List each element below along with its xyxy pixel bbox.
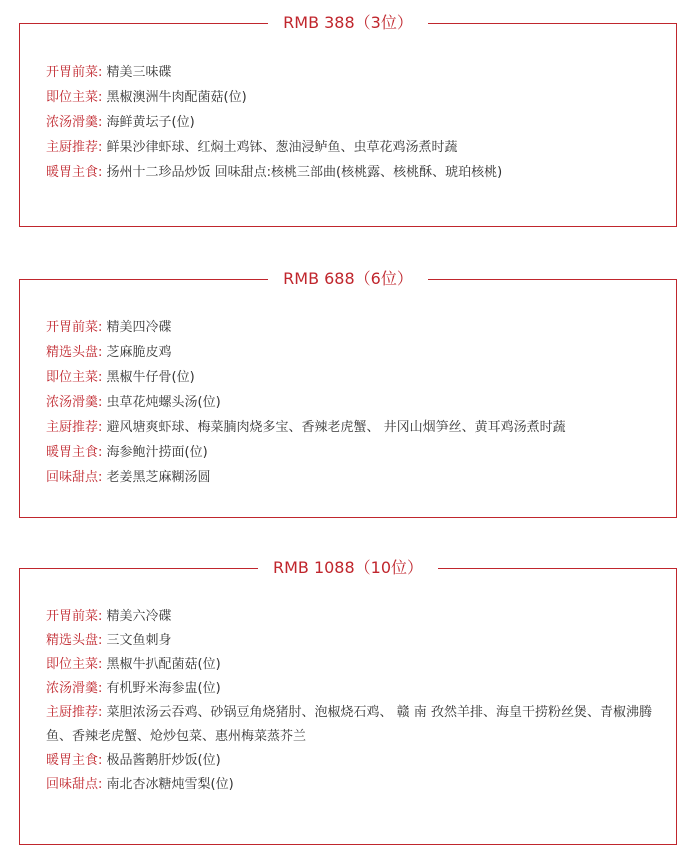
menu-list: [46, 60, 656, 185]
menu-item-text: 极品酱鹅肝炒饭(位): [106, 753, 221, 768]
menu-item: 即位主菜: 黑椒澳洲牛肉配菌菇(位): [46, 90, 247, 105]
menu-item: 暖胃主食: 海参鲍汁捞面(位): [46, 445, 208, 460]
menu-item: 主厨推荐: 鲜果沙律虾球、红焖土鸡钵、葱油浸鲈鱼、虫草花鸡汤煮时蔬: [46, 140, 458, 155]
package-card-1088: [19, 558, 677, 845]
menu-item: 即位主菜: 黑椒牛扒配菌菇(位): [46, 657, 221, 672]
menu-item-label: 主厨推荐: [46, 705, 99, 720]
menu-item: 浓汤滑羹: 海鲜黄坛子(位): [46, 115, 195, 130]
menu-item-label: 暖胃主食: [46, 445, 99, 460]
menu-item: 精选头盘: 芝麻脆皮鸡: [46, 345, 172, 360]
menu-item: 主厨推荐: 菜胆浓汤云吞鸡、砂锅豆角烧猪肘、泡椒烧石鸡、 赣 南 孜然羊排、海皇干捞粉丝煲、青椒沸腾鱼、香辣老虎蟹、炝炒包菜、惠州梅菜蒸芥兰: [46, 705, 652, 744]
menu-item-label: 开胃前菜: [46, 609, 99, 624]
menu-item-text: 精美三味碟: [106, 65, 172, 80]
package-title: [20, 557, 676, 579]
menu-item: 主厨推荐: 避风塘爽虾球、梅菜腩肉烧多宝、香辣老虎蟹、 井冈山烟笋丝、黄耳鸡汤煮时蔬: [46, 420, 566, 435]
menu-item: 回味甜点: 南北杏冰糖炖雪梨(位): [46, 777, 234, 792]
menu-item-text: 精美四冷碟: [106, 320, 172, 335]
menu-item-text: 虫草花炖螺头汤(位): [106, 395, 221, 410]
menu-item-text: 鲜果沙律虾球、红焖土鸡钵、葱油浸鲈鱼、虫草花鸡汤煮时蔬: [106, 140, 458, 155]
menu-item-text: 黑椒澳洲牛肉配菌菇(位): [106, 90, 247, 105]
menu-item: 精选头盘: 三文鱼刺身: [46, 633, 172, 648]
menu-item-text: 南北杏冰糖炖雪梨(位): [106, 777, 234, 792]
menu-item: 开胃前菜: 精美六冷碟: [46, 609, 172, 624]
menu-item-label: 即位主菜: [46, 370, 99, 385]
menu-item-text: 菜胆浓汤云吞鸡、砂锅豆角烧猪肘、泡椒烧石鸡、 赣 南 孜然羊排、海皇干捞粉丝煲、青椒沸腾鱼、香辣老虎蟹、炝炒包菜、惠州梅菜蒸芥兰: [46, 705, 652, 744]
menu-item: 浓汤滑羹: 虫草花炖螺头汤(位): [46, 395, 221, 410]
menu-item-text: 黑椒牛扒配菌菇(位): [106, 657, 221, 672]
menu-item-text: 芝麻脆皮鸡: [106, 345, 172, 360]
menu-item-text: 老姜黑芝麻糊汤圆: [106, 470, 211, 485]
menu-item-label: 浓汤滑羹: [46, 115, 99, 130]
menu-item: 即位主菜: 黑椒牛仔骨(位): [46, 370, 195, 385]
menu-item-label: 回味甜点: [46, 777, 99, 792]
menu-item: 开胃前菜: 精美四冷碟: [46, 320, 172, 335]
package-title: [20, 12, 676, 34]
menu-item-text: 海参鲍汁捞面(位): [106, 445, 208, 460]
package-title-text: RMB 1088（10位）: [258, 558, 438, 577]
menu-item-text: 避风塘爽虾球、梅菜腩肉烧多宝、香辣老虎蟹、 井冈山烟笋丝、黄耳鸡汤煮时蔬: [106, 420, 566, 435]
menu-item-label: 浓汤滑羹: [46, 395, 99, 410]
package-card-688: [19, 269, 677, 518]
menu-item-label: 即位主菜: [46, 657, 99, 672]
menu-list: [46, 605, 656, 797]
package-title: [20, 268, 676, 290]
package-title-text: RMB 688（6位）: [268, 269, 428, 288]
menu-item-text: 有机野米海参盅(位): [106, 681, 221, 696]
menu-item-label: 暖胃主食: [46, 753, 99, 768]
menu-item: 暖胃主食: 扬州十二珍品炒饭 回味甜点:核桃三部曲(核桃露、核桃酥、琥珀核桃): [46, 165, 503, 180]
menu-item-label: 精选头盘: [46, 633, 99, 648]
menu-item: 暖胃主食: 极品酱鹅肝炒饭(位): [46, 753, 221, 768]
menu-item-label: 浓汤滑羹: [46, 681, 99, 696]
menu-item-text: 三文鱼刺身: [106, 633, 172, 648]
menu-item-label: 开胃前菜: [46, 320, 99, 335]
menu-item-text: 精美六冷碟: [106, 609, 172, 624]
menu-item-label: 回味甜点: [46, 470, 99, 485]
menu-item-label: 精选头盘: [46, 345, 99, 360]
package-title-text: RMB 388（3位）: [268, 13, 428, 32]
menu-item-label: 主厨推荐: [46, 420, 99, 435]
package-card-388: [19, 13, 677, 227]
menu-item-label: 主厨推荐: [46, 140, 99, 155]
menu-item-label: 暖胃主食: [46, 165, 99, 180]
menu-item: 浓汤滑羹: 有机野米海参盅(位): [46, 681, 221, 696]
menu-item-label: 即位主菜: [46, 90, 99, 105]
menu-list: [46, 315, 656, 490]
menu-item-text: 海鲜黄坛子(位): [106, 115, 195, 130]
menu-item-text: 黑椒牛仔骨(位): [106, 370, 195, 385]
menu-item: 回味甜点: 老姜黑芝麻糊汤圆: [46, 470, 211, 485]
menu-item-text: 扬州十二珍品炒饭 回味甜点:核桃三部曲(核桃露、核桃酥、琥珀核桃): [106, 165, 503, 180]
menu-item: 开胃前菜: 精美三味碟: [46, 65, 172, 80]
menu-item-label: 开胃前菜: [46, 65, 99, 80]
